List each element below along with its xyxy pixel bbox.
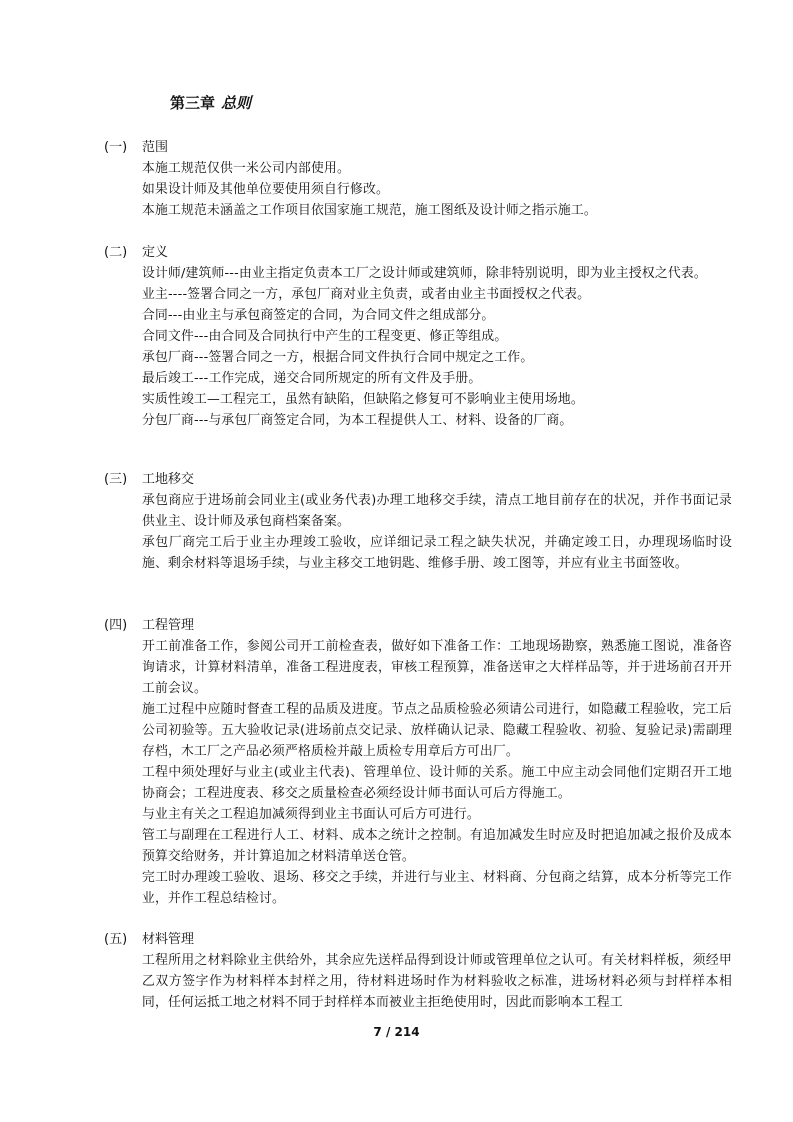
- section-body: [142, 263, 732, 431]
- paragraph: 承包商应于进场前会同业主(或业务代表)办理工地移交手续，清点工地目前存在的状况，并作书面记录供业主、设计师及承包商档案备案。: [142, 493, 732, 529]
- paragraph: 实质性竣工—工程完工，虽然有缺陷，但缺陷之修复可不影响业主使用场地。: [142, 392, 584, 407]
- paragraph: 与业主有关之工程追加减须得到业主书面认可后方可进行。: [142, 807, 480, 822]
- section-heading: [104, 929, 744, 950]
- section-number: (四): [104, 618, 128, 633]
- section-material-management: [104, 929, 744, 1013]
- paragraph: 施工过程中应随时督查工程的品质及进度。节点之品质检验必须请公司进行，如隐藏工程验收，完工后公司初验等。五大验收记录(进场前点交记录、放样确认记录、隐藏工程验收、初验、复验记录)需副理存档，木工厂之产品必须严格质检并敲上质检专用章后方可出厂。: [142, 702, 732, 759]
- section-scope: [104, 137, 744, 221]
- section-body: [142, 636, 732, 909]
- section-title: 范围: [142, 140, 169, 155]
- paragraph: 如果设计师及其他单位要使用须自行修改。: [142, 182, 389, 197]
- section-number: (三): [104, 472, 128, 487]
- paragraph: 设计师/建筑师---由业主指定负责本工厂之设计师或建筑师，除非特别说明，即为业主授权之代表。: [142, 266, 707, 281]
- paragraph: 管工与副理在工程进行人工、材料、成本之统计之控制。有追加减发生时应及时把追加减之报价及成本预算交给财务，并计算追加之材料清单送仓管。: [142, 828, 732, 864]
- paragraph: 工程所用之材料除业主供给外，其余应先送样品得到设计师或管理单位之认可。有关材料样板，须经甲乙双方签字作为材料样本封样之用，待材料进场时作为材料验收之标准，进场材料必须与封样样本相同，任何运抵工地之材料不同于封样样本而被业主拒绝使用时，因此而影响本工程工: [142, 953, 732, 1010]
- paragraph: 最后竣工---工作完成，递交合同所规定的所有文件及手册。: [142, 371, 482, 386]
- section-body: [142, 490, 732, 574]
- section-number: (五): [104, 932, 128, 947]
- paragraph: 合同文件---由合同及合同执行中产生的工程变更、修正等组成。: [142, 329, 508, 344]
- section-body: [142, 158, 732, 221]
- section-number: (二): [104, 245, 128, 260]
- page-number: 7 / 214: [373, 1025, 420, 1039]
- paragraph: 本施工规范未涵盖之工作项目依国家施工规范，施工图纸及设计师之指示施工。: [142, 203, 597, 218]
- paragraph: 分包厂商---与承包厂商签定合同，为本工程提供人工、材料、设备的厂商。: [142, 413, 573, 428]
- paragraph: 工程中须处理好与业主(或业主代表)、管理单位、设计师的关系。施工中应主动会同他们定期召开工地协商会；工程进度表、移交之质量检查必须经设计师书面认可后方得施工。: [142, 765, 732, 801]
- section-heading: [104, 615, 744, 636]
- paragraph: 合同---由业主与承包商签定的合同，为合同文件之组成部分。: [142, 308, 495, 323]
- section-definitions: [104, 242, 744, 431]
- paragraph: 完工时办理竣工验收、退场、移交之手续，并进行与业主、材料商、分包商之结算，成本分析等完工作业，并作工程总结检讨。: [142, 870, 732, 906]
- section-site-handover: [104, 469, 744, 574]
- paragraph: 本施工规范仅供一米公司内部使用。: [142, 161, 350, 176]
- chapter-title: [170, 92, 251, 113]
- section-heading: [104, 469, 744, 490]
- section-project-management: [104, 615, 744, 909]
- section-title: 工地移交: [142, 472, 195, 487]
- paragraph: 开工前准备工作，参阅公司开工前检查表，做好如下准备工作：工地现场勘察，熟悉施工图说，准备咨询请求，计算材料清单，准备工程进度表，审核工程预算，准备送审之大样样品等，并于进场前召开开工前会议。: [142, 639, 732, 696]
- section-title: 材料管理: [142, 932, 195, 947]
- section-title: 工程管理: [142, 618, 195, 633]
- section-title: 定义: [142, 245, 169, 260]
- chapter-number: 第三章: [170, 94, 216, 112]
- section-number: (一): [104, 140, 128, 155]
- paragraph: 承包厂商---签署合同之一方，根据合同文件执行合同中规定之工作。: [142, 350, 534, 365]
- section-heading: [104, 242, 744, 263]
- section-body: [142, 950, 732, 1013]
- chapter-name: 总则: [221, 94, 252, 112]
- paragraph: 业主----签署合同之一方，承包厂商对业主负责，或者由业主书面授权之代表。: [142, 287, 591, 302]
- section-heading: [104, 137, 744, 158]
- paragraph: 承包厂商完工后于业主办理竣工验收，应详细记录工程之缺失状况，并确定竣工日，办理现场临时设施、剩余材料等退场手续，与业主移交工地钥匙、维修手册、竣工图等，并应有业主书面签收。: [142, 535, 732, 571]
